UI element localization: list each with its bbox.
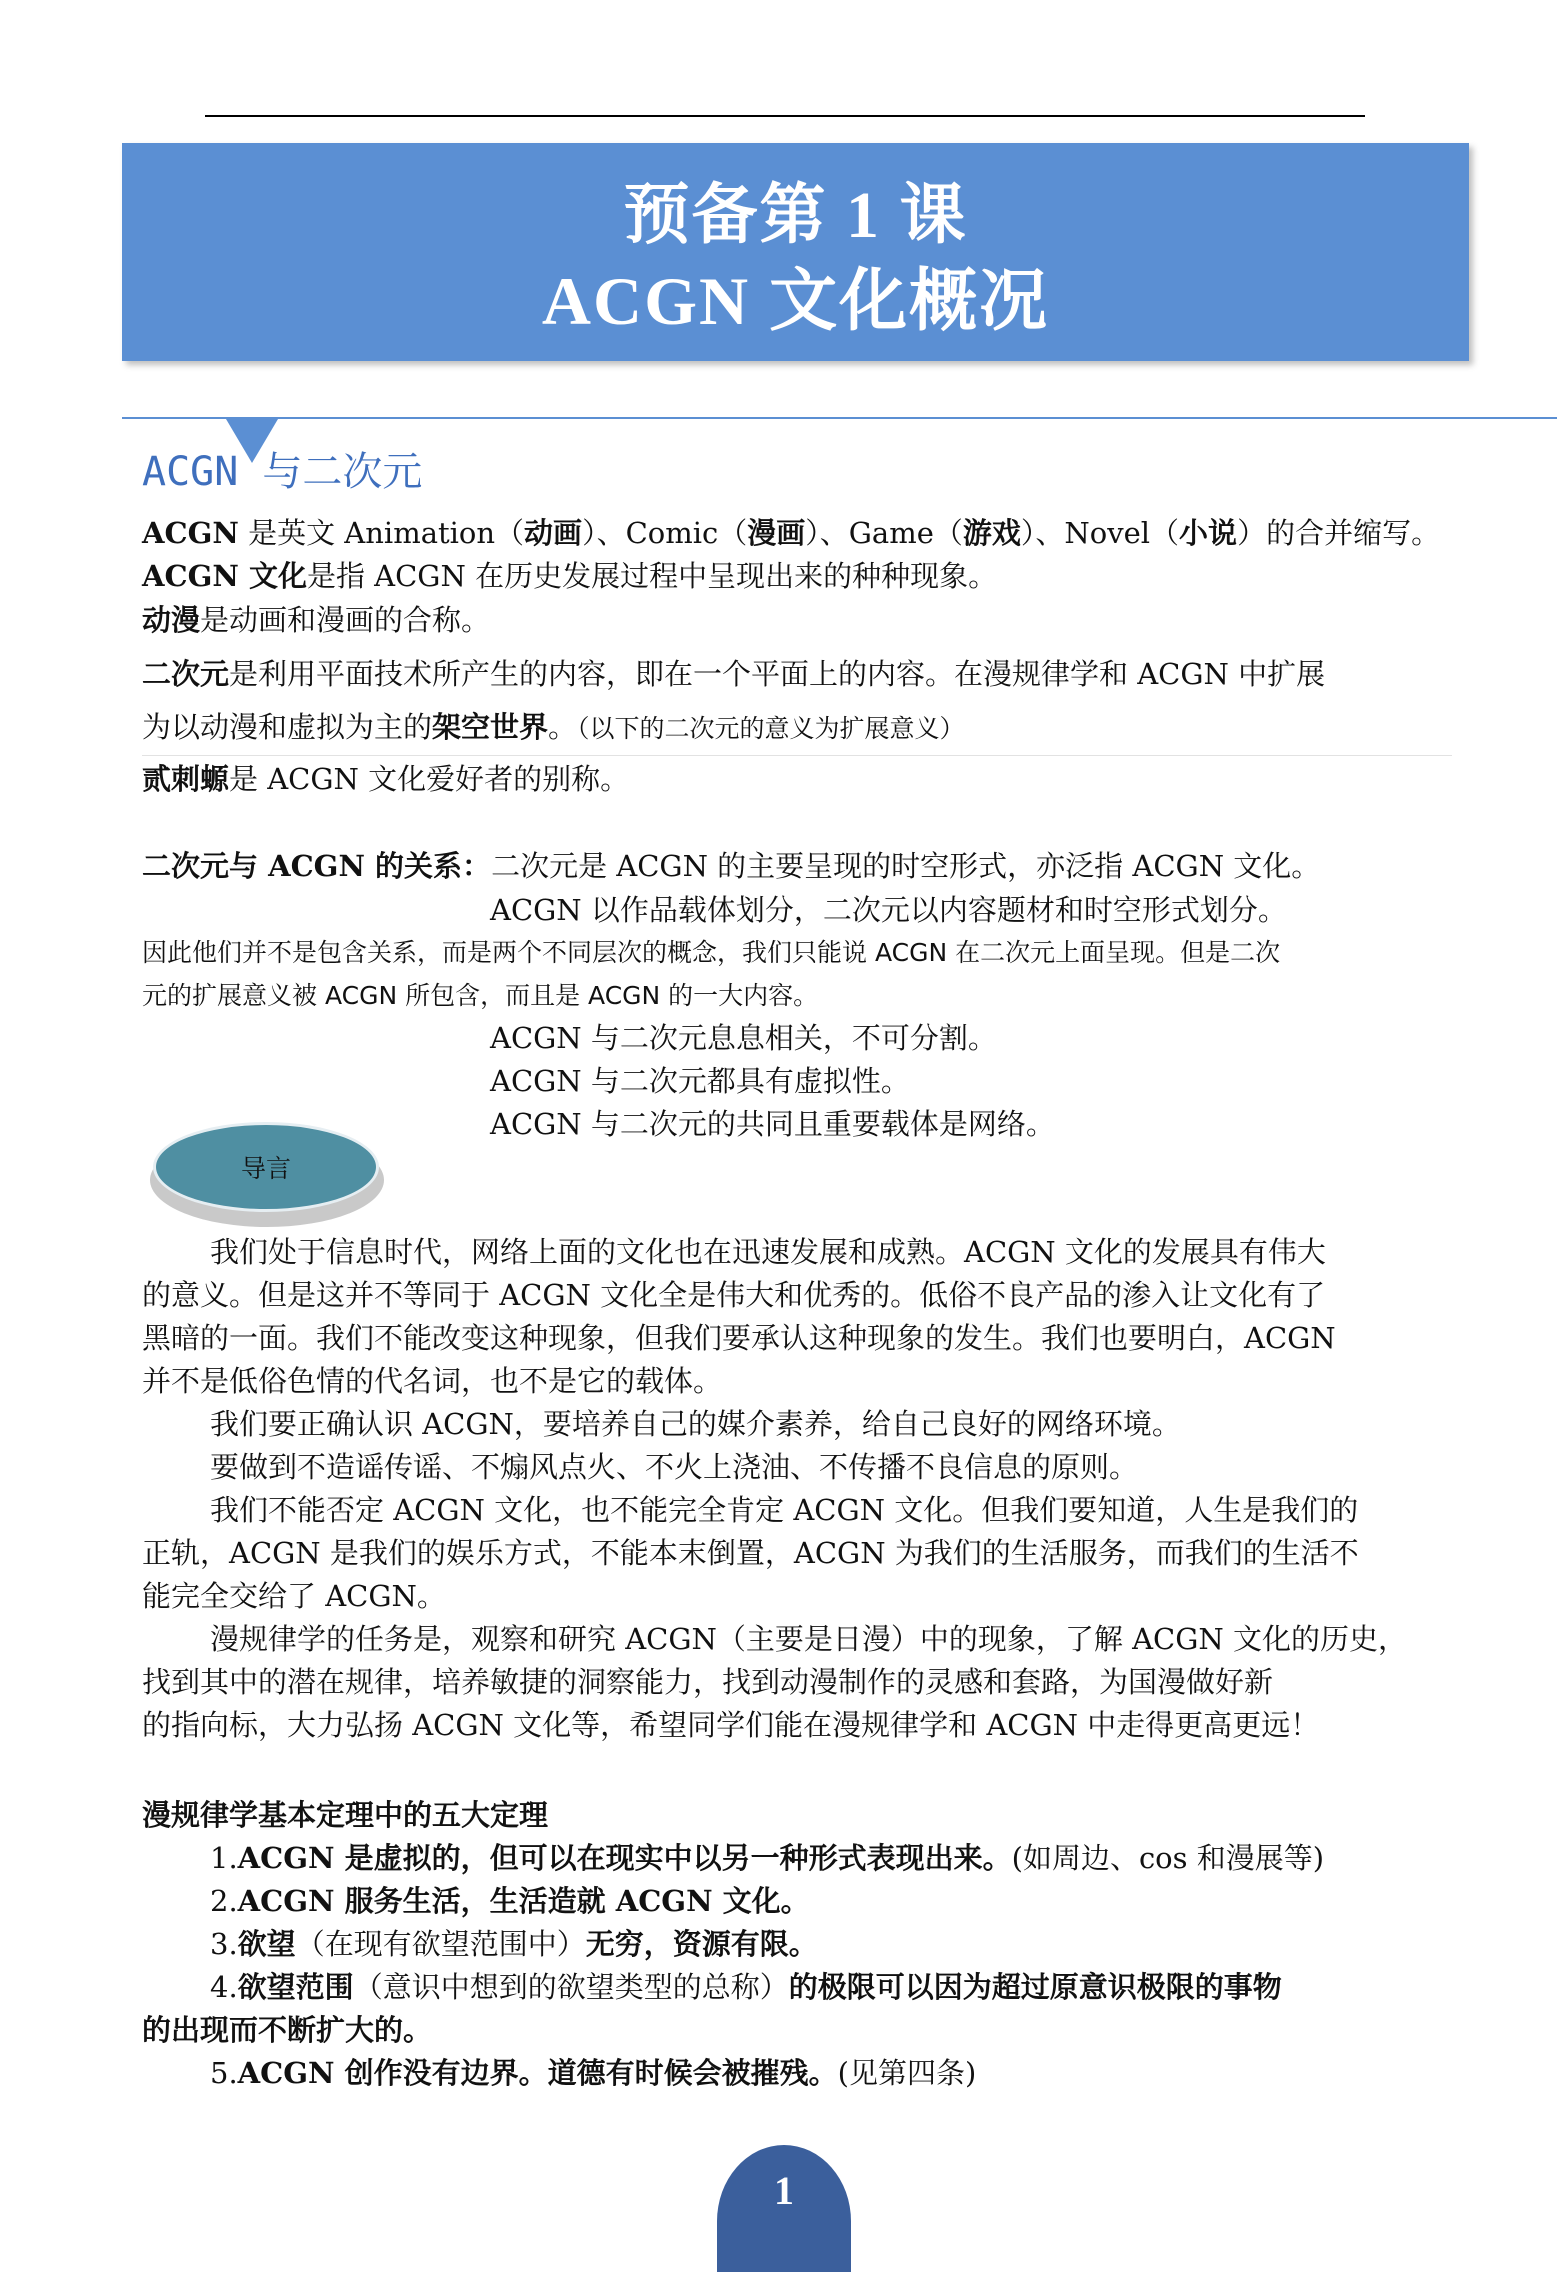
relation-line-7: ACGN 与二次元的共同且重要载体是网络。: [490, 1107, 1055, 1141]
page-number: 1: [774, 2168, 794, 2213]
def-dongman: 动漫是动画和漫画的合称。: [142, 603, 491, 637]
lesson-title: ACGN 文化概况: [541, 263, 1050, 339]
def-erciyuan-cont: 为以动漫和虚拟为主的架空世界。（以下的二次元的意义为扩展意义）: [142, 710, 965, 744]
intro-line: 要做到不造谣传谣、不煽风点火、不火上浇油、不传播不良信息的原则。: [210, 1450, 1139, 1484]
def-erciyuan: 二次元是利用平面技术所产生的内容，即在一个平面上的内容。在漫规律学和 ACGN 中扩展: [142, 657, 1326, 691]
intro-line: 的指向标，大力弘扬 ACGN 文化等，希望同学们能在漫规律学和 ACGN 中走得更高更远！: [142, 1708, 1320, 1742]
header-rule: [205, 115, 1365, 117]
section-rule: [122, 417, 1557, 419]
intro-line: 我们处于信息时代，网络上面的文化也在迅速发展和成熟。ACGN 文化的发展具有伟大: [210, 1235, 1326, 1269]
intro-line: 的意义。但是这并不等同于 ACGN 文化全是伟大和优秀的。低俗不良产品的渗入让文化有了: [142, 1278, 1326, 1312]
intro-badge-label: 导言: [240, 1154, 291, 1183]
intro-line: 并不是低俗色情的代名词，也不是它的载体。: [142, 1364, 723, 1398]
intro-line: 找到其中的潜在规律，培养敏捷的洞察能力，找到动漫制作的灵感和套路，为国漫做好新: [142, 1665, 1274, 1699]
theorem-1: 1.ACGN 是虚拟的，但可以在现实中以另一种形式表现出来。(如周边、cos 和漫展等): [210, 1841, 1325, 1875]
theorem-5: 5.ACGN 创作没有边界。道德有时候会被摧残。(见第四条): [210, 2056, 977, 2090]
theorem-4-cont: 的出现而不断扩大的。: [142, 2013, 433, 2047]
relation-line-3: 因此他们并不是包含关系，而是两个不同层次的概念，我们只能说 ACGN 在二次元上面呈现。但是二次: [142, 938, 1281, 967]
relation-line-4: 元的扩展意义被 ACGN 所包含，而且是 ACGN 的一大内容。: [142, 981, 819, 1010]
intro-line: 黑暗的一面。我们不能改变这种现象，但我们要承认这种现象的发生。我们也要明白，ACGN: [142, 1321, 1336, 1355]
def-acgn: ACGN 是英文 Animation（动画）、Comic（漫画）、Game（游戏）、Novel（小说）的合并缩写。: [142, 516, 1441, 550]
intro-line: 我们不能否定 ACGN 文化，也不能完全肯定 ACGN 文化。但我们要知道，人生是我们的: [210, 1493, 1359, 1527]
section-title: ACGN 与二次元: [142, 449, 423, 495]
lesson-number: 预备第 1 课: [623, 179, 968, 252]
relation-line-2: ACGN 以作品载体划分，二次元以内容题材和时空形式划分。: [490, 893, 1287, 927]
intro-line: 我们要正确认识 ACGN，要培养自己的媒介素养，给自己良好的网络环境。: [210, 1407, 1181, 1441]
theorems-heading: 漫规律学基本定理中的五大定理: [142, 1798, 549, 1832]
intro-line: 正轨，ACGN 是我们的娱乐方式，不能本末倒置，ACGN 为我们的生活服务，而我们的生活不: [142, 1536, 1359, 1570]
relation-line-5: ACGN 与二次元息息相关，不可分割。: [490, 1021, 997, 1055]
intro-line: 能完全交给了 ACGN。: [142, 1579, 446, 1613]
theorem-2: 2.ACGN 服务生活，生活造就 ACGN 文化。: [210, 1884, 810, 1918]
lesson-title-banner: [122, 143, 1469, 361]
divider: [142, 755, 1452, 756]
relation-line-1: 二次元与 ACGN 的关系：二次元是 ACGN 的主要呈现的时空形式，亦泛指 ACGN 文化。: [142, 849, 1321, 883]
def-ercironyuan: 贰刺螈是 ACGN 文化爱好者的别称。: [142, 762, 630, 796]
intro-line: 漫规律学的任务是，观察和研究 ACGN（主要是日漫）中的现象，了解 ACGN 文化的历史，: [210, 1622, 1408, 1656]
def-acgn-culture: ACGN 文化是指 ACGN 在历史发展过程中呈现出来的种种现象。: [142, 559, 998, 593]
theorem-4: 4.欲望范围（意识中想到的欲望类型的总称）的极限可以因为超过原意识极限的事物: [210, 1970, 1282, 2004]
page-number-badge: [717, 2145, 851, 2272]
theorem-3: 3.欲望（在现有欲望范围中）无穷，资源有限。: [210, 1927, 818, 1961]
relation-line-6: ACGN 与二次元都具有虚拟性。: [490, 1064, 910, 1098]
intro-badge: [153, 1122, 379, 1212]
